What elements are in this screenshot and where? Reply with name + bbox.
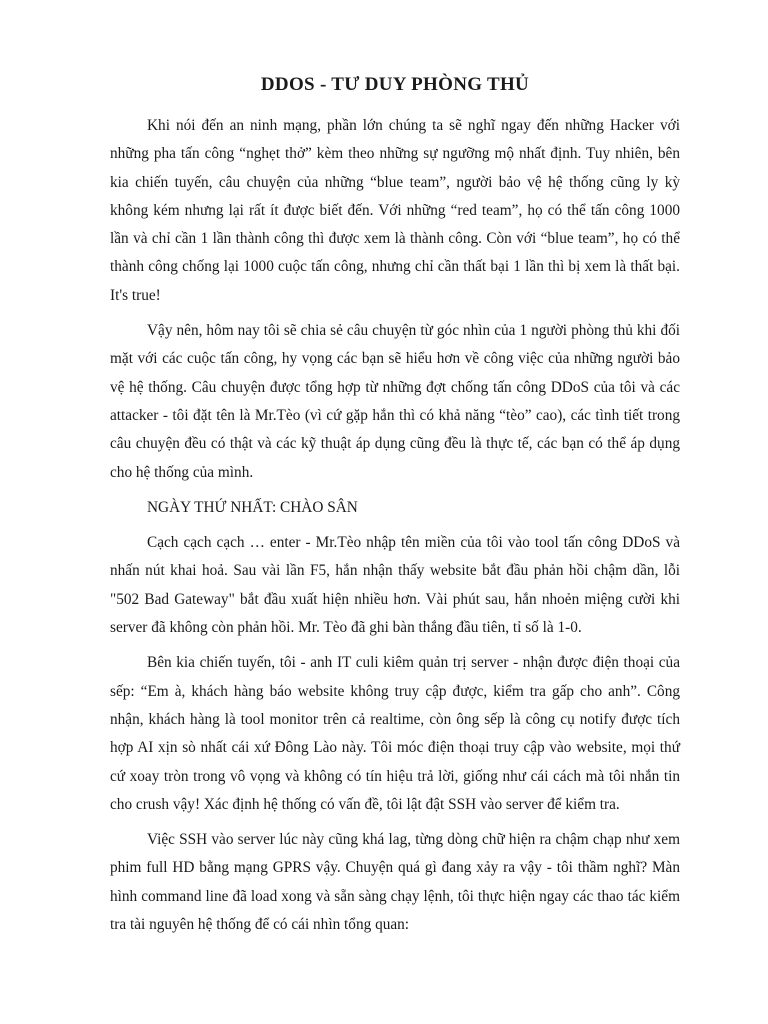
document-body (110, 72, 680, 946)
intro-paragraph-2: Vậy nên, hôm nay tôi sẽ chia sẻ câu chuyện từ góc nhìn của 1 người phòng thủ khi đối mặt với các cuộc tấn công, hy vọng các bạn sẽ hiểu hơn về công việc của những người bảo vệ hệ thống. Câu chuyện được tổng hợp từ những đợt chống tấn công DDoS của tôi và các attacker - tôi đặt tên là Mr.Tèo (vì cứ gặp hắn thì có khả năng “tèo” cao), các tình tiết trong câu chuyện đều có thật và các kỹ thuật áp dụng cũng đều là thực tế, các bạn có thể áp dụng cho hệ thống của mình. (110, 322, 680, 481)
section-paragraph-2: Bên kia chiến tuyến, tôi - anh IT culi kiêm quản trị server - nhận được điện thoại của sếp: “Em à, khách hàng báo website không truy cập được, kiểm tra gấp cho anh”. Công nhận, khách hàng là tool monitor trên cả realtime, còn ông sếp là công cụ notify được tích hợp AI xịn sò nhất cái xứ Đông Lào này. Tôi móc điện thoại truy cập vào website, mọi thứ cứ xoay tròn trong vô vọng và không có tín hiệu trả lời, giống như cái cách mà tôi nhắn tin cho crush vậy! Xác định hệ thống có vấn đề, tôi lật đật SSH vào server để kiểm tra. (110, 654, 680, 813)
section-paragraph-3: Việc SSH vào server lúc này cũng khá lag, từng dòng chữ hiện ra chậm chạp như xem phim full HD bằng mạng GPRS vậy. Chuyện quá gì đang xảy ra vậy - tôi thầm nghĩ? Màn hình command line đã load xong và sẵn sàng chạy lệnh, tôi thực hiện ngay các thao tác kiểm tra tài nguyên hệ thống để có cái nhìn tổng quan: (110, 831, 680, 934)
section-paragraph-1: Cạch cạch cạch … enter - Mr.Tèo nhập tên miền của tôi vào tool tấn công DDoS và nhấn nút khai hoả. Sau vài lần F5, hắn nhận thấy website bắt đầu phản hồi chậm dần, lỗi "502 Bad Gateway" bắt đầu xuất hiện nhiều hơn. Vài phút sau, hắn nhoẻn miệng cười khi server đã không còn phản hồi. Mr. Tèo đã ghi bàn thắng đầu tiên, tỉ số là 1-0. (110, 534, 680, 637)
document-title: DDOS - TƯ DUY PHÒNG THỦ (260, 74, 530, 95)
intro-paragraph-1: Khi nói đến an ninh mạng, phần lớn chúng ta sẽ nghĩ ngay đến những Hacker với những pha tấn công “nghẹt thở” kèm theo những sự ngưỡng mộ nhất định. Tuy nhiên, bên kia chiến tuyến, câu chuyện của những “blue team”, người bảo vệ hệ thống cũng ly kỳ không kém nhưng lại rất ít được biết đến. Với những “red team”, họ có thể tấn công 1000 lần và chỉ cần 1 lần thành công thì được xem là thành công. Còn với “blue team”, họ có thể thành công chống lại 1000 cuộc tấn công, nhưng chỉ cần thất bại 1 lần thì bị xem là thất bại. It's true! (110, 117, 680, 304)
section-heading: NGÀY THỨ NHẤT: CHÀO SÂN (147, 498, 358, 516)
